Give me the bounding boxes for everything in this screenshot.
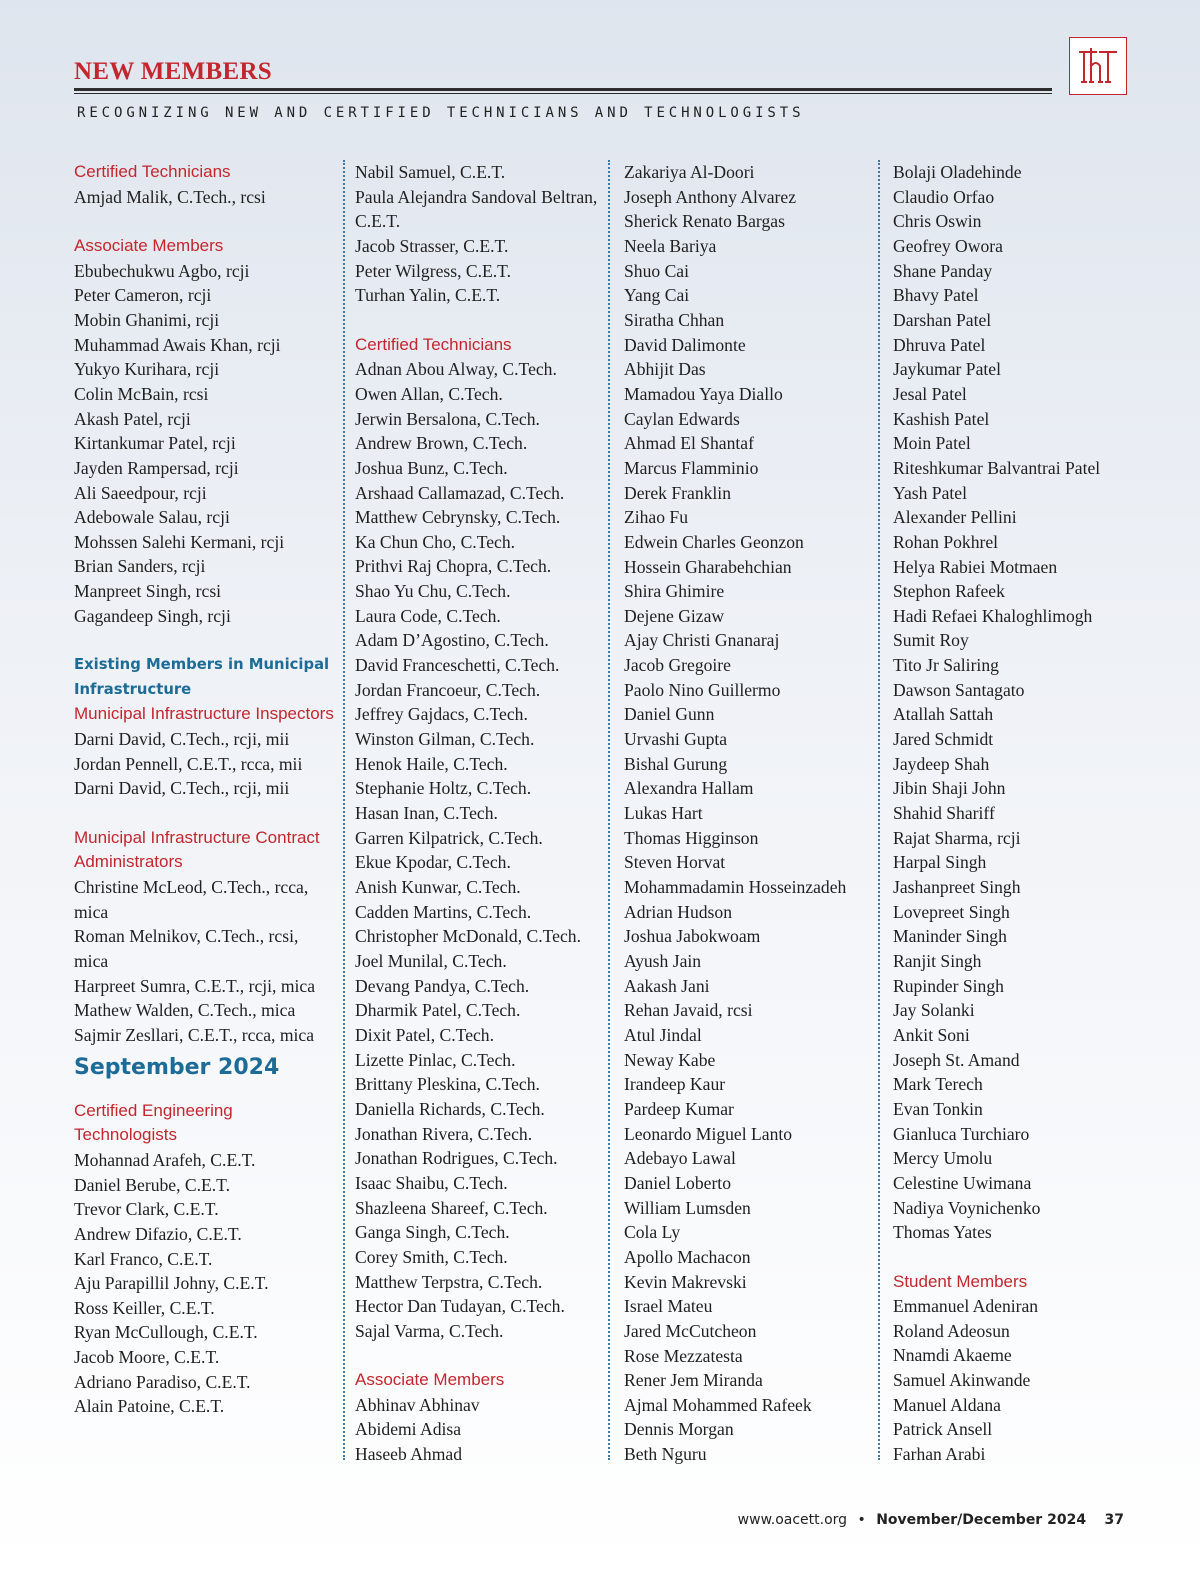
member-name: Jerwin Bersalona, C.Tech. xyxy=(355,408,540,429)
section-heading: Associate Members xyxy=(355,1370,505,1390)
member-name: Mobin Ghanimi, rcji xyxy=(74,309,220,330)
member-name: Adrian Hudson xyxy=(624,901,732,922)
member-name: Amjad Malik, C.Tech., rcsi xyxy=(74,186,266,207)
member-name: Sumit Roy xyxy=(893,630,969,651)
member-name: Urvashi Gupta xyxy=(624,729,728,750)
member-name: Claudio Orfao xyxy=(893,186,995,207)
member-name: Trevor Clark, C.E.T. xyxy=(74,1199,219,1220)
members-column-3 xyxy=(624,160,874,1467)
page-footer xyxy=(738,1512,1124,1528)
member-name: Nnamdi Akaeme xyxy=(893,1345,1012,1366)
member-name: Shahid Shariff xyxy=(893,803,995,824)
member-name: Tito Jr Saliring xyxy=(893,655,999,676)
member-name: Turhan Yalin, C.E.T. xyxy=(355,285,501,306)
member-name: Joseph St. Amand xyxy=(893,1049,1020,1070)
member-name: Samuel Akinwande xyxy=(893,1370,1031,1391)
section-heading: Certified Technicians xyxy=(355,334,512,354)
member-name: Gagandeep Singh, rcji xyxy=(74,605,231,626)
member-name: Rener Jem Miranda xyxy=(624,1370,763,1391)
members-column-2 xyxy=(355,160,605,1467)
member-name: Kirtankumar Patel, rcji xyxy=(74,433,236,454)
member-name: Shuo Cai xyxy=(624,260,690,281)
member-name: Harpal Singh xyxy=(893,852,987,873)
member-name: Dhruva Patel xyxy=(893,334,986,355)
member-name: Shazleena Shareef, C.Tech. xyxy=(355,1197,548,1218)
member-name: Daniel Berube, C.E.T. xyxy=(74,1174,231,1195)
section-spacer xyxy=(893,1245,1143,1270)
oacett-logo-icon xyxy=(1069,37,1127,95)
member-name: Haseeb Ahmad xyxy=(355,1444,462,1465)
member-name: Lovepreet Singh xyxy=(893,901,1010,922)
member-name: Bishal Gurung xyxy=(624,753,728,774)
member-name: Mohannad Arafeh, C.E.T. xyxy=(74,1149,256,1170)
member-name: Matthew Terpstra, C.Tech. xyxy=(355,1271,543,1292)
member-name: Yang Cai xyxy=(624,285,690,306)
member-name: Jonathan Rodrigues, C.Tech. xyxy=(355,1148,558,1169)
footer-page-number: 37 xyxy=(1104,1512,1124,1528)
member-name: Darni David, C.Tech., rcji, mii xyxy=(74,778,290,799)
member-name: Cola Ly xyxy=(624,1222,681,1243)
member-name: Shao Yu Chu, C.Tech. xyxy=(355,581,511,602)
member-name: Thomas Higginson xyxy=(624,827,759,848)
member-name: Ekue Kpodar, C.Tech. xyxy=(355,852,511,873)
member-name: Jesal Patel xyxy=(893,383,967,404)
member-name: Stephanie Holtz, C.Tech. xyxy=(355,778,532,799)
member-name: Peter Wilgress, C.E.T. xyxy=(355,260,511,281)
section-heading: Municipal Infrastructure Inspectors xyxy=(74,704,334,724)
member-name: Lukas Hart xyxy=(624,803,703,824)
member-name: Jay Solanki xyxy=(893,1000,975,1021)
member-name: Christopher McDonald, C.Tech. xyxy=(355,926,581,947)
member-name: Shira Ghimire xyxy=(624,581,725,602)
member-name: Jaydeep Shah xyxy=(893,753,990,774)
member-name: Jeffrey Gajdacs, C.Tech. xyxy=(355,704,528,725)
member-name: David Dalimonte xyxy=(624,334,746,355)
member-name: Emmanuel Adeniran xyxy=(893,1296,1039,1317)
member-name: Jibin Shaji John xyxy=(893,778,1006,799)
member-name: Hadi Refaei Khaloghlimogh xyxy=(893,605,1093,626)
member-name: Peter Cameron, rcji xyxy=(74,285,212,306)
member-name: Neway Kabe xyxy=(624,1049,716,1070)
member-name: Gianluca Turchiaro xyxy=(893,1123,1030,1144)
member-name: Jordan Pennell, C.E.T., rcca, mii xyxy=(74,753,303,774)
member-name: Muhammad Awais Khan, rcji xyxy=(74,334,281,355)
member-name: Jacob Moore, C.E.T. xyxy=(74,1347,220,1368)
member-name: Abhinav Abhinav xyxy=(355,1394,480,1415)
member-name: Darshan Patel xyxy=(893,309,992,330)
member-name: Jayden Rampersad, rcji xyxy=(74,457,239,478)
member-name: Pardeep Kumar xyxy=(624,1098,734,1119)
member-name: Dixit Patel, C.Tech. xyxy=(355,1024,495,1045)
member-name: Ross Keiller, C.E.T. xyxy=(74,1297,215,1318)
title-rule xyxy=(74,88,1052,94)
member-name: Arshaad Callamazad, C.Tech. xyxy=(355,482,565,503)
member-name: Alexandra Hallam xyxy=(624,778,754,799)
member-name: Laura Code, C.Tech. xyxy=(355,605,501,626)
section-spacer xyxy=(74,801,336,826)
member-name: Ankit Soni xyxy=(893,1024,970,1045)
member-name: Jacob Strasser, C.E.T. xyxy=(355,235,509,256)
member-name: Prithvi Raj Chopra, C.Tech. xyxy=(355,556,552,577)
member-name: Adebayo Lawal xyxy=(624,1148,736,1169)
page-title: NEW MEMBERS xyxy=(74,58,273,85)
member-name: Ali Saeedpour, rcji xyxy=(74,482,207,503)
member-name: Dawson Santagato xyxy=(893,679,1025,700)
member-name: Rajat Sharma, rcji xyxy=(893,827,1021,848)
member-name: Sherick Renato Bargas xyxy=(624,211,785,232)
member-name: Kashish Patel xyxy=(893,408,990,429)
member-name: Yash Patel xyxy=(893,482,967,503)
member-name: Adebowale Salau, rcji xyxy=(74,507,230,528)
member-name: Abhijit Das xyxy=(624,359,706,380)
member-name: Moin Patel xyxy=(893,433,971,454)
member-name: Akash Patel, rcji xyxy=(74,408,191,429)
member-name: Neela Bariya xyxy=(624,235,717,256)
member-name: Derek Franklin xyxy=(624,482,731,503)
section-heading: Certified Engineering Technologists xyxy=(74,1100,233,1145)
month-heading: September 2024 xyxy=(74,1054,280,1080)
member-name: Steven Horvat xyxy=(624,852,726,873)
member-name: Atallah Sattah xyxy=(893,704,994,725)
member-name: Patrick Ansell xyxy=(893,1419,993,1440)
member-name: Rehan Javaid, rcsi xyxy=(624,1000,753,1021)
members-column-1 xyxy=(74,160,336,1419)
member-name: Isaac Shaibu, C.Tech. xyxy=(355,1172,508,1193)
member-name: Leonardo Miguel Lanto xyxy=(624,1123,793,1144)
member-name: Rose Mezzatesta xyxy=(624,1345,743,1366)
member-name: Anish Kunwar, C.Tech. xyxy=(355,877,521,898)
page-subtitle: RECOGNIZING NEW AND CERTIFIED TECHNICIANS AND TECHNOLOGISTS xyxy=(77,105,805,121)
member-name: Celestine Uwimana xyxy=(893,1172,1032,1193)
member-name: Maninder Singh xyxy=(893,926,1007,947)
member-name: Daniel Gunn xyxy=(624,704,715,725)
member-name: Corey Smith, C.Tech. xyxy=(355,1246,508,1267)
member-name: Andrew Difazio, C.E.T. xyxy=(74,1223,242,1244)
member-name: Chris Oswin xyxy=(893,211,982,232)
member-name: Alain Patoine, C.E.T. xyxy=(74,1396,225,1417)
member-name: Jaykumar Patel xyxy=(893,359,1001,380)
member-name: Sajal Varma, C.Tech. xyxy=(355,1320,504,1341)
member-name: Jared Schmidt xyxy=(893,729,994,750)
column-divider-1 xyxy=(343,160,345,1460)
member-name: Mathew Walden, C.Tech., mica xyxy=(74,1000,296,1021)
member-name: Karl Franco, C.E.T. xyxy=(74,1248,213,1269)
member-name: Aju Parapillil Johny, C.E.T. xyxy=(74,1273,269,1294)
member-name: Rohan Pokhrel xyxy=(893,531,999,552)
member-name: Zakariya Al-Doori xyxy=(624,162,755,182)
member-name: Marcus Flamminio xyxy=(624,457,759,478)
footer-website: www.oacett.org xyxy=(737,1512,848,1528)
members-column-4 xyxy=(893,160,1143,1467)
member-name: Dejene Gizaw xyxy=(624,605,725,626)
member-name: Ayush Jain xyxy=(624,951,702,971)
member-name: Joel Munilal, C.Tech. xyxy=(355,950,507,971)
member-name: Lizette Pinlac, C.Tech. xyxy=(355,1049,516,1070)
member-name: Zihao Fu xyxy=(624,507,689,528)
member-name: Joseph Anthony Alvarez xyxy=(624,186,797,207)
member-name: Adriano Paradiso, C.E.T. xyxy=(74,1371,251,1392)
member-name: Hector Dan Tudayan, C.Tech. xyxy=(355,1296,565,1317)
member-name: Paula Alejandra Sandoval Beltran, C.E.T. xyxy=(355,186,598,232)
member-name: Mohssen Salehi Kermani, rcji xyxy=(74,531,285,552)
member-name: Darni David, C.Tech., rcji, mii xyxy=(74,729,290,750)
member-name: Bolaji Oladehinde xyxy=(893,162,1022,182)
member-name: Helya Rabiei Motmaen xyxy=(893,556,1058,577)
member-name: Garren Kilpatrick, C.Tech. xyxy=(355,827,543,848)
member-name: Nadiya Voynichenko xyxy=(893,1197,1041,1218)
member-name: Ajay Christi Gnanaraj xyxy=(624,630,780,651)
member-name: Harpreet Sumra, C.E.T., rcji, mica xyxy=(74,975,316,996)
member-name: Adnan Abou Alway, C.Tech. xyxy=(355,359,557,380)
member-name: Kevin Makrevski xyxy=(624,1271,747,1292)
member-name: Paolo Nino Guillermo xyxy=(624,679,781,700)
member-name: Brittany Pleskina, C.Tech. xyxy=(355,1074,540,1095)
member-name: Irandeep Kaur xyxy=(624,1074,726,1095)
member-name: Winston Gilman, C.Tech. xyxy=(355,729,535,750)
member-name: Joshua Bunz, C.Tech. xyxy=(355,457,508,478)
member-name: Daniella Richards, C.Tech. xyxy=(355,1098,545,1119)
member-name: David Franceschetti, C.Tech. xyxy=(355,655,560,676)
member-name: Ajmal Mohammed Rafeek xyxy=(624,1394,812,1415)
member-name: Mercy Umolu xyxy=(893,1148,993,1169)
member-name: Owen Allan, C.Tech. xyxy=(355,383,503,404)
member-name: Dennis Morgan xyxy=(624,1419,734,1440)
member-name: Jordan Francoeur, C.Tech. xyxy=(355,679,541,700)
member-name: Jashanpreet Singh xyxy=(893,877,1021,898)
column-divider-3 xyxy=(878,160,880,1460)
member-name: Hossein Gharabehchian xyxy=(624,556,792,577)
member-name: Roman Melnikov, C.Tech., rcsi, mica xyxy=(74,926,299,971)
section-spacer xyxy=(355,308,605,333)
section-spacer xyxy=(355,1343,605,1368)
member-name: Adam D’Agostino, C.Tech. xyxy=(355,630,549,651)
footer-separator: • xyxy=(857,1512,866,1528)
member-name: Israel Mateu xyxy=(624,1296,713,1317)
member-name: Shane Panday xyxy=(893,260,993,281)
member-name: Ebubechukwu Agbo, rcji xyxy=(74,260,250,281)
section-heading: Certified Technicians xyxy=(74,162,231,181)
member-name: Daniel Loberto xyxy=(624,1172,731,1193)
member-name: Jared McCutcheon xyxy=(624,1320,757,1341)
member-name: Dharmik Patel, C.Tech. xyxy=(355,1000,521,1021)
member-name: Thomas Yates xyxy=(893,1222,992,1243)
member-name: Edwein Charles Geonzon xyxy=(624,531,804,552)
member-name: Mamadou Yaya Diallo xyxy=(624,383,783,404)
section-spacer xyxy=(74,628,336,653)
member-name: Siratha Chhan xyxy=(624,309,725,330)
member-name: Aakash Jani xyxy=(624,975,710,996)
member-name: Sajmir Zesllari, C.E.T., rcca, mica xyxy=(74,1024,315,1045)
member-name: Roland Adeosun xyxy=(893,1320,1010,1341)
member-name: Manuel Aldana xyxy=(893,1394,1001,1415)
member-name: Abidemi Adisa xyxy=(355,1419,462,1440)
member-name: Ka Chun Cho, C.Tech. xyxy=(355,531,516,552)
section-heading: Municipal Infrastructure Contract Administrators xyxy=(74,827,320,872)
member-name: Evan Tonkin xyxy=(893,1098,983,1119)
member-name: Andrew Brown, C.Tech. xyxy=(355,433,528,454)
member-name: Mohammadamin Hosseinzadeh xyxy=(624,877,847,898)
member-name: Alexander Pellini xyxy=(893,507,1017,528)
member-name: Hasan Inan, C.Tech. xyxy=(355,803,498,824)
section-heading: Student Members xyxy=(893,1271,1028,1291)
member-name: Bhavy Patel xyxy=(893,285,979,306)
member-name: William Lumsden xyxy=(624,1197,751,1218)
member-name: Ranjit Singh xyxy=(893,951,982,971)
section-spacer xyxy=(74,209,336,234)
member-name: Apollo Machacon xyxy=(624,1246,751,1267)
member-name: Brian Sanders, rcji xyxy=(74,556,206,577)
member-name: Matthew Cebrynsky, C.Tech. xyxy=(355,507,561,528)
member-name: Yukyo Kurihara, rcji xyxy=(74,359,220,380)
section-heading: Associate Members xyxy=(74,235,224,255)
footer-issue: November/December 2024 xyxy=(876,1512,1087,1528)
member-name: Ryan McCullough, C.E.T. xyxy=(74,1322,258,1343)
member-name: Rupinder Singh xyxy=(893,975,1004,996)
member-name: Nabil Samuel, C.E.T. xyxy=(355,162,506,182)
member-name: Jacob Gregoire xyxy=(624,655,731,676)
section-subheading: Existing Members in Municipal Infrastructure xyxy=(74,656,330,698)
column-divider-2 xyxy=(608,160,610,1460)
member-name: Mark Terech xyxy=(893,1074,983,1095)
member-name: Cadden Martins, C.Tech. xyxy=(355,901,532,922)
member-name: Devang Pandya, C.Tech. xyxy=(355,975,530,996)
member-name: Henok Haile, C.Tech. xyxy=(355,753,508,774)
member-name: Ganga Singh, C.Tech. xyxy=(355,1222,510,1243)
member-name: Joshua Jabokwoam xyxy=(624,926,761,947)
member-name: Christine McLeod, C.Tech., rcca, mica xyxy=(74,876,309,922)
member-name: Manpreet Singh, rcsi xyxy=(74,581,222,602)
member-name: Atul Jindal xyxy=(624,1024,702,1045)
member-name: Riteshkumar Balvantrai Patel xyxy=(893,457,1101,478)
member-name: Stephon Rafeek xyxy=(893,581,1005,602)
member-name: Colin McBain, rcsi xyxy=(74,383,209,404)
member-name: Farhan Arabi xyxy=(893,1444,986,1465)
member-name: Beth Nguru xyxy=(624,1444,707,1465)
member-name: Caylan Edwards xyxy=(624,408,740,429)
member-name: Geofrey Owora xyxy=(893,235,1003,256)
member-name: Ahmad El Shantaf xyxy=(624,433,754,454)
member-name: Jonathan Rivera, C.Tech. xyxy=(355,1123,533,1144)
